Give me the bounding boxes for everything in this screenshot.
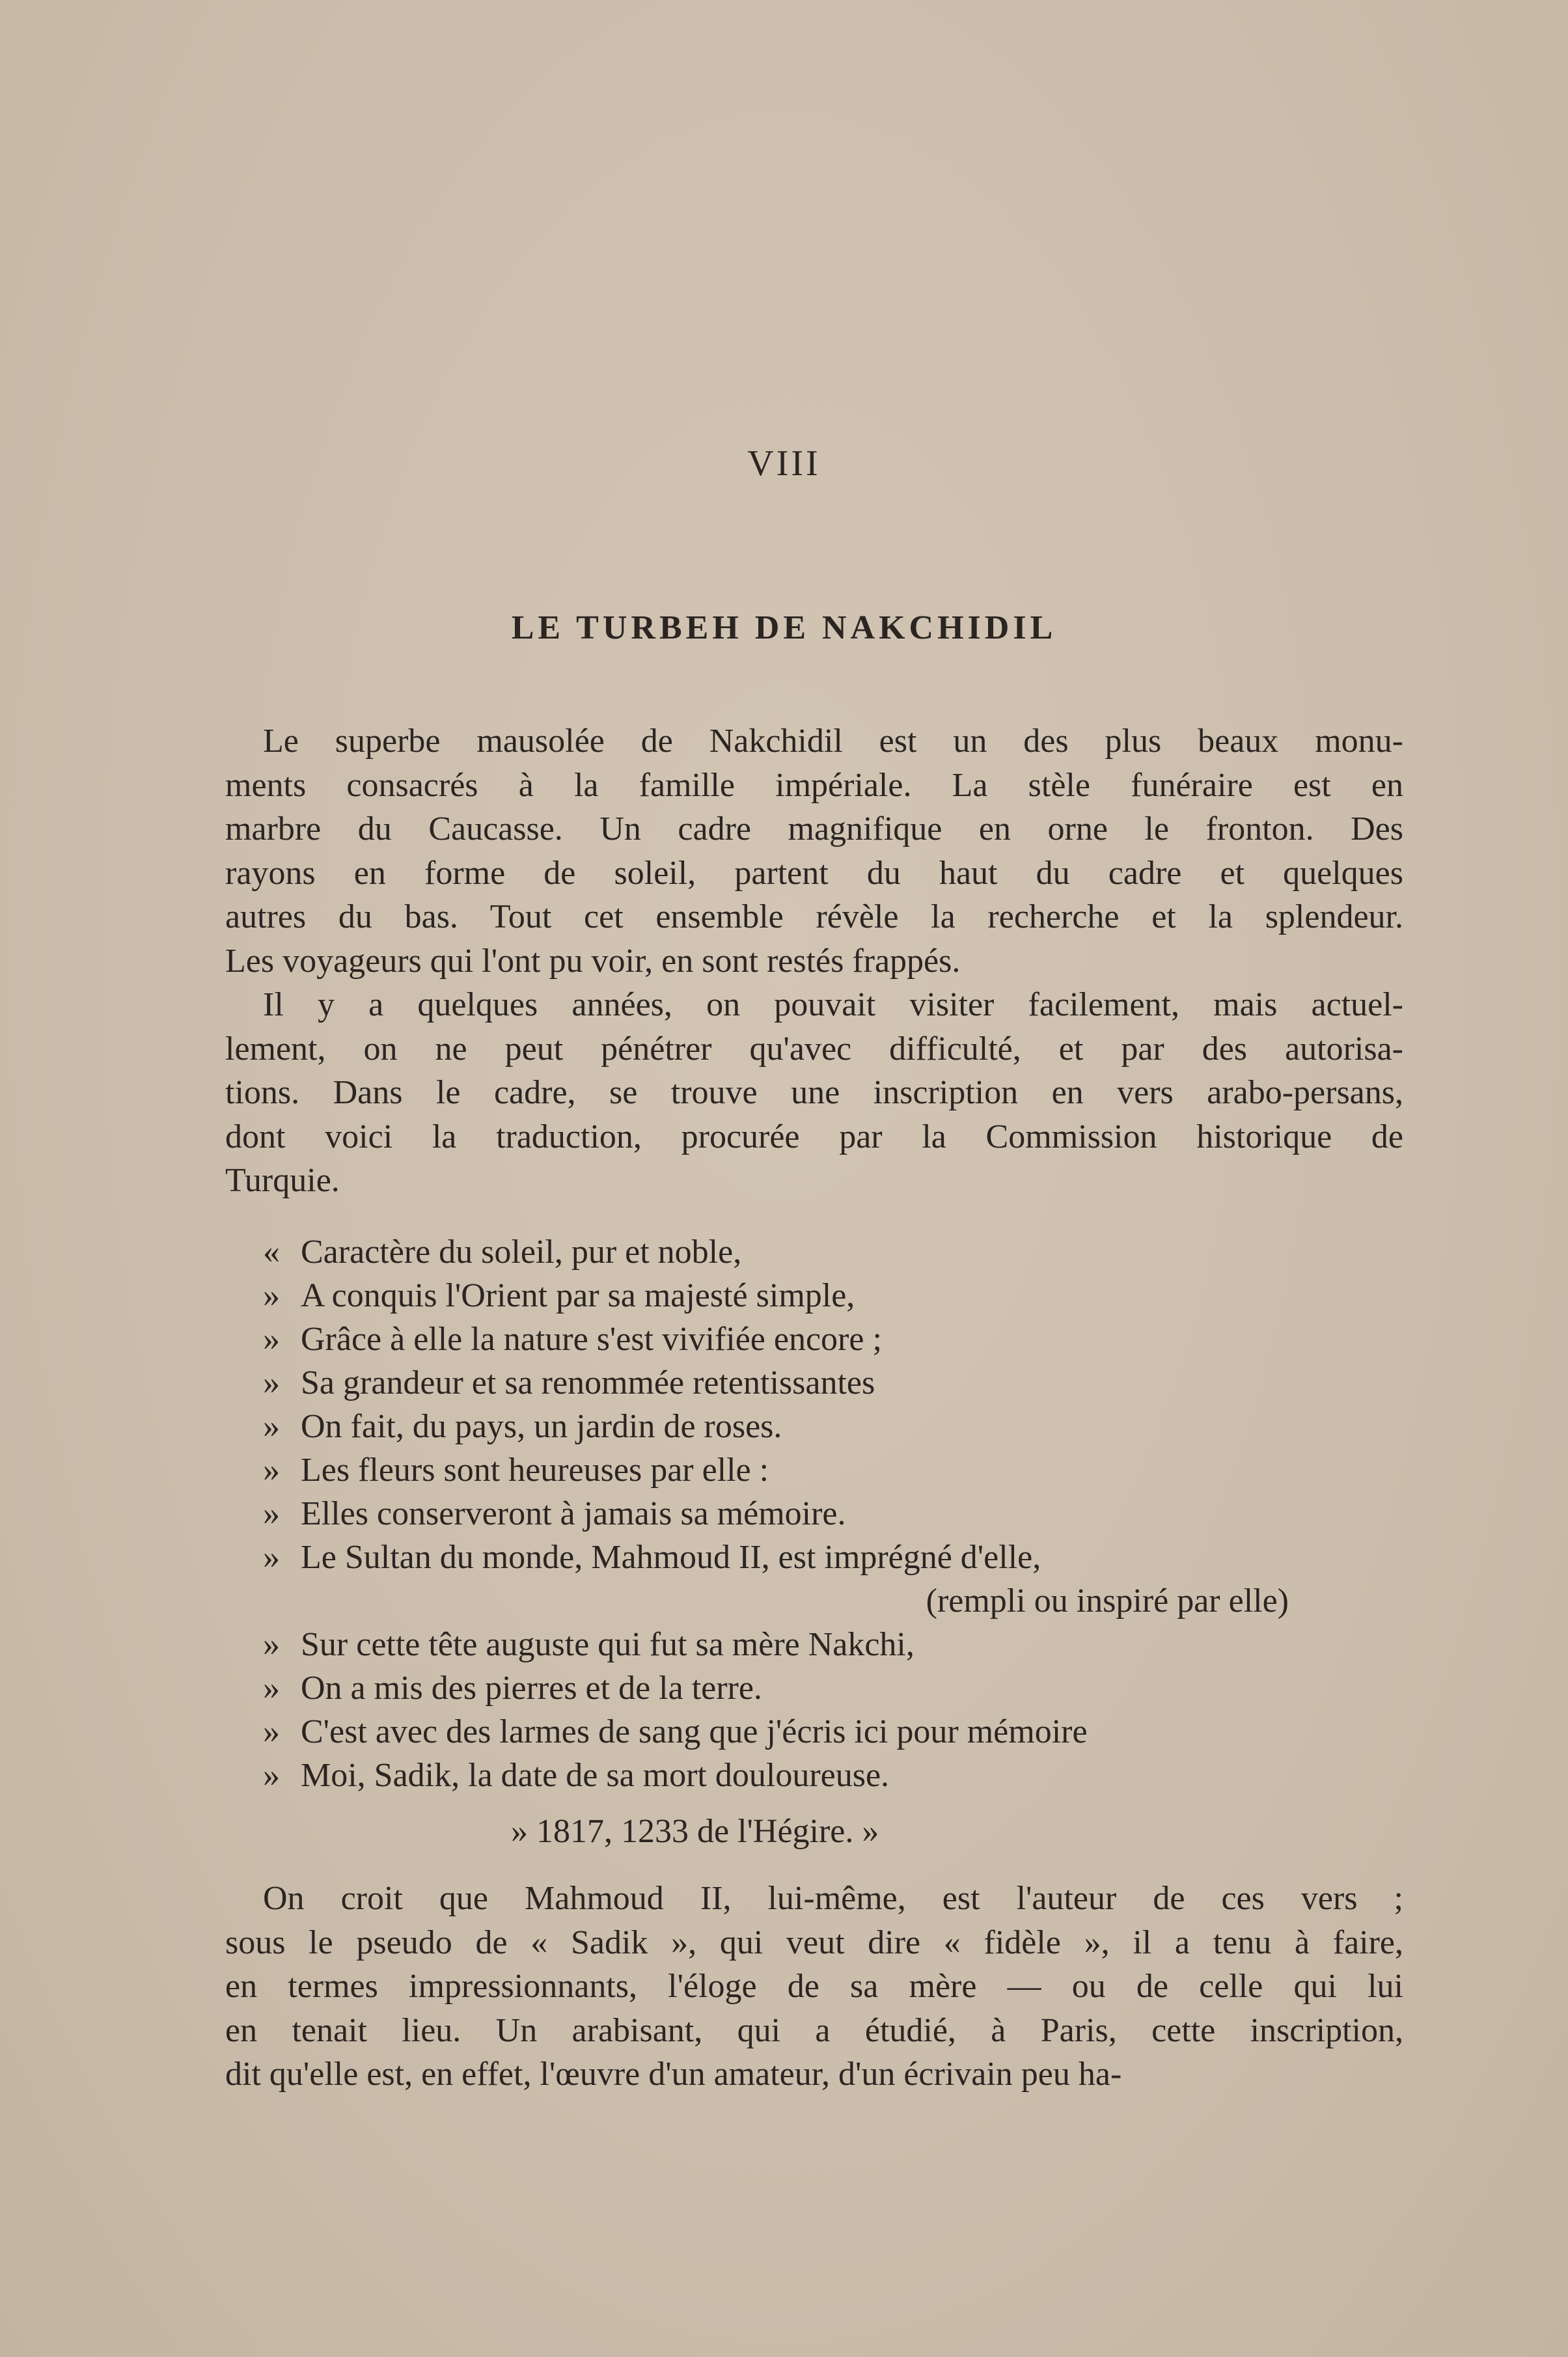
quote-mark: » <box>263 1321 280 1358</box>
text-line: Les voyageurs qui l'ont pu voir, en sont restés frappés. <box>225 942 961 980</box>
paragraph-2 <box>225 983 1403 1203</box>
text-line: ments consacrés à la famille impériale. La stèle funéraire est en <box>225 766 1403 804</box>
chapter-number: VIII <box>747 443 821 484</box>
verse-text: (rempli ou inspiré par elle) <box>926 1582 1289 1620</box>
verse-line <box>263 1317 1435 1361</box>
text-line: dont voici la traduction, procurée par la Commission historique de <box>225 1118 1403 1155</box>
verse-text: Grâce à elle la nature s'est vivifiée encore ; <box>301 1321 882 1358</box>
verse-text: Le Sultan du monde, Mahmoud II, est imprégné d'elle, <box>301 1539 1041 1576</box>
verse-line <box>263 1274 1435 1317</box>
verse-text: Elles conserveront à jamais sa mémoire. <box>301 1495 846 1532</box>
verse-line <box>263 1492 1435 1536</box>
verse-text: On a mis des pierres et de la terre. <box>301 1670 762 1707</box>
text-line: lement, on ne peut pénétrer qu'avec difficulté, et par des autorisa- <box>225 1030 1403 1068</box>
text-line: rayons en forme de soleil, partent du haut du cadre et quelques <box>225 854 1403 892</box>
verse-text: Sa grandeur et sa renommée retentissantes <box>301 1364 875 1401</box>
paragraph-3 <box>225 1877 1403 2097</box>
verse-text: A conquis l'Orient par sa majesté simple, <box>301 1277 855 1314</box>
verse-text: Les fleurs sont heureuses par elle : <box>301 1452 769 1489</box>
quote-mark: » <box>263 1408 280 1445</box>
verse-line <box>263 1405 1435 1448</box>
verse-text: Caractère du soleil, pur et noble, <box>301 1234 742 1271</box>
paragraph-1 <box>225 719 1403 983</box>
text-line: autres du bas. Tout cet ensemble révèle la recherche et la splendeur. <box>225 898 1403 935</box>
poem-date: » 1817, 1233 de l'Hégire. » <box>511 1813 879 1850</box>
text-line: On croit que Mahmoud II, lui-même, est l'auteur de ces vers ; <box>263 1880 1403 1917</box>
verse-line <box>263 1536 1435 1579</box>
verse-line <box>263 1754 1435 1797</box>
verse-line <box>263 1666 1435 1710</box>
verse-text: C'est avec des larmes de sang que j'écris ici pour mémoire <box>301 1713 1088 1750</box>
text-line: Le superbe mausolée de Nakchidil est un des plus beaux monu- <box>263 723 1403 760</box>
text-line: tions. Dans le cadre, se trouve une inscription en vers arabo-persans, <box>225 1074 1403 1111</box>
text-line: dit qu'elle est, en effet, l'œuvre d'un amateur, d'un écrivain peu ha- <box>225 2056 1122 2093</box>
verse-line <box>263 1230 1435 1274</box>
quote-mark: » <box>263 1364 280 1401</box>
verse-line <box>263 1579 1289 1623</box>
quote-mark: » <box>263 1539 280 1576</box>
quote-mark: » <box>263 1626 280 1663</box>
text-line: sous le pseudo de « Sadik », qui veut dire « fidèle », il a tenu à faire, <box>225 1923 1403 1961</box>
text-line: en tenait lieu. Un arabisant, qui a étudié, à Paris, cette inscription, <box>225 2011 1403 2049</box>
text-line: en termes impressionnants, l'éloge de sa mère — ou de celle qui lui <box>225 1968 1403 2005</box>
verse-text: On fait, du pays, un jardin de roses. <box>301 1408 782 1445</box>
quote-mark: » <box>263 1277 280 1314</box>
verse-line <box>263 1361 1435 1405</box>
text-line: marbre du Caucasse. Un cadre magnifique en orne le fronton. Des <box>225 810 1403 848</box>
verse-line <box>263 1710 1435 1754</box>
verse-text: Moi, Sadik, la date de sa mort douloureuse. <box>301 1757 890 1794</box>
poem-translation <box>263 1230 1435 1797</box>
quote-mark: « <box>263 1234 280 1271</box>
quote-mark: » <box>263 1713 280 1750</box>
quote-mark: » <box>263 1452 280 1489</box>
verse-line <box>263 1448 1435 1492</box>
quote-mark: » <box>263 1670 280 1707</box>
quote-mark: » <box>263 1757 280 1794</box>
text-line: Il y a quelques années, on pouvait visiter facilement, mais actuel- <box>263 986 1403 1023</box>
quote-mark: » <box>263 1495 280 1532</box>
chapter-title: LE TURBEH DE NAKCHIDIL <box>511 609 1057 646</box>
text-line: Turquie. <box>225 1162 340 1199</box>
verse-line <box>263 1623 1435 1666</box>
verse-text: Sur cette tête auguste qui fut sa mère Nakchi, <box>301 1626 915 1663</box>
